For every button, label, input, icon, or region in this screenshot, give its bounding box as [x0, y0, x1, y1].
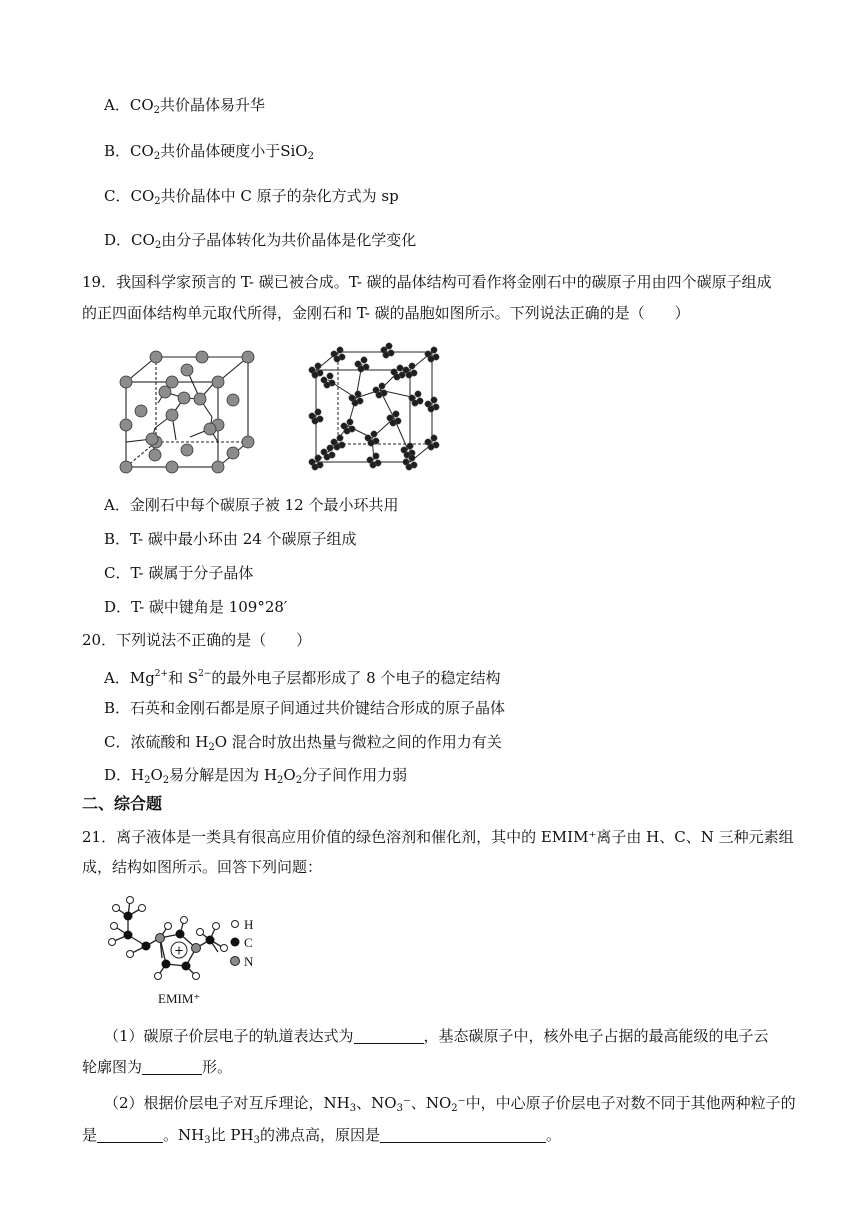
q18-option-b: B．$CO_2$共价晶体硬度小于SiO$_2$ [104, 142, 314, 162]
diamond-unit-cell-figure [110, 345, 260, 475]
q19-option-d: D．T- 碳中键角是 109°28′ [104, 598, 288, 616]
answer-blank[interactable] [380, 1128, 546, 1143]
q21-stem-line1: 21．离子液体是一类具有很高应用价值的绿色溶剂和催化剂，其中的 EMIM⁺离子由 H、C、N 三种元素组 [82, 828, 794, 846]
q21-part1-line2: 轮廓图为 形。 [82, 1058, 233, 1076]
svg-text:+: + [173, 943, 185, 958]
q18-option-d: D．$CO_2$由分子晶体转化为共价晶体是化学变化 [104, 231, 417, 251]
emim-structure-figure [100, 890, 270, 1010]
q18-option-a: A．$CO_2$共价晶体易升华 [104, 96, 266, 116]
q19-stem-line2: 的正四面体结构单元取代所得，金刚石和 T- 碳的晶胞如图所示。下列说法正确的是（ ） [82, 304, 690, 322]
section-heading: 二、综合题 [82, 794, 163, 813]
q21-part2-line2: 是 。$NH_3$比 $PH_3$的沸点高，原因是 。 [82, 1126, 561, 1146]
answer-blank[interactable] [142, 1060, 202, 1075]
q21-part1-line1: （1）碳原子价层电子的轨道表达式为 ，基态碳原子中，核外电子占据的最高能级的电子云 [104, 1027, 769, 1045]
q21-part2-line1: （2）根据价层电子对互斥理论，$NH_3$、$NO_3^-$、$NO_2^-$中，中心原子价层电子对数不同于其他两种粒子的 [104, 1094, 796, 1114]
q18-option-c: C．$CO_2$共价晶体中 C 原子的杂化方式为 sp [104, 187, 399, 207]
q20-stem: 20．下列说法不正确的是（ ） [82, 631, 312, 649]
q20-option-a: A．$Mg^{2+}$和 $S^{2-}$的最外电子层都形成了 8 个电子的稳定结构 [104, 669, 501, 687]
q20-option-c: C．浓硫酸和 $H_2O$ 混合时放出热量与微粒之间的作用力有关 [104, 733, 502, 753]
answer-blank[interactable] [354, 1029, 424, 1044]
legend-n-label: N [244, 954, 254, 969]
q21-stem-line2: 成，结构如图所示。回答下列问题： [82, 858, 323, 876]
q19-option-b: B．T- 碳中最小环由 24 个碳原子组成 [104, 530, 357, 548]
legend-c-label: C [244, 935, 253, 950]
q19-stem-line1: 19．我国科学家预言的 T- 碳已被合成。T- 碳的晶体结构可看作将金刚石中的碳原子用由四个碳原子组成 [82, 273, 772, 291]
emim-figure-label: EMIM⁺ [158, 991, 201, 1006]
q20-option-d: D．$H_2O_2$易分解是因为 $H_2O_2$分子间作用力弱 [104, 766, 408, 786]
q19-option-a: A．金刚石中每个碳原子被 12 个最小环共用 [104, 496, 399, 514]
answer-blank[interactable] [97, 1128, 163, 1143]
legend-h-label: H [244, 917, 254, 932]
q19-option-c: C．T- 碳属于分子晶体 [104, 564, 254, 582]
q20-option-b: B．石英和金刚石都是原子间通过共价键结合形成的原子晶体 [104, 699, 506, 717]
t-carbon-unit-cell-figure [298, 342, 448, 477]
